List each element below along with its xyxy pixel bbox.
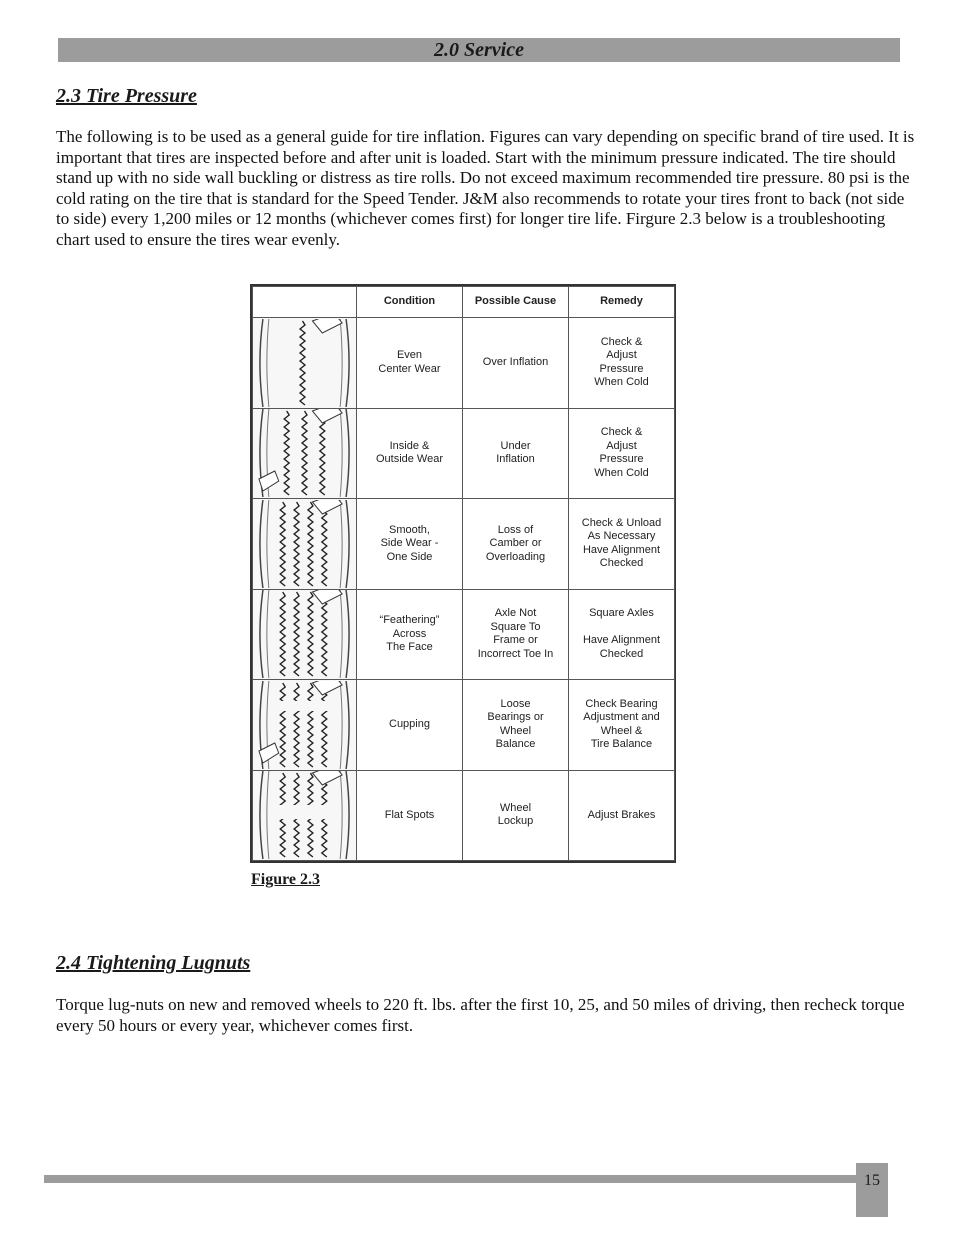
condition-cell: Cupping [357,680,463,771]
tire-illustration-cell [253,589,357,680]
figure-caption: Figure 2.3 [251,871,321,888]
possible-cause-cell: Loss of Camber or Overloading [463,499,569,590]
possible-cause-cell: Loose Bearings or Wheel Balance [463,680,569,771]
condition-cell: Flat Spots [357,770,463,861]
tire-wear-troubleshooting-chart [250,284,676,863]
section-header-bar [58,38,900,62]
tire-feathering-illustration [253,590,356,678]
table-row [253,408,675,499]
table-row [253,680,675,771]
remedy-cell: Adjust Brakes [569,770,675,861]
table-row [253,499,675,590]
tire-illustration-cell [253,770,357,861]
possible-cause-cell: Over Inflation [463,318,569,409]
tire-illustration-cell [253,408,357,499]
footer-bar [44,1175,856,1183]
tire-pressure-paragraph: The following is to be used as a general guide for tire inflation. Figures can vary depending on specific brand of tire used. It is important that tires are inspected before and after unit is loaded. Start with the minimum pressure indicated. The tire should stand up with no side wall buckling or distress as tire rolls. Do not exceed maximum recommended tire pressure. 80 psi is the cold rating on the tire that is standard for the Speed Tender. J&M also recommends to rotate your tires front to back (not side to side) every 1,200 miles or 12 months (whichever comes first) for longer tire life. Firgure 2.3 below is a troubleshooting chart used to ensure the tires wear evenly. [56,127,915,249]
tightening-lugnuts-paragraph: Torque lug-nuts on new and removed wheels to 220 ft. lbs. after the first 10, 25, and 50 miles of driving, then recheck torque every 50 hours or every year, whichever comes first. [56,995,905,1035]
page-number: 15 [864,1172,880,1189]
tire-even-center-wear-illustration [253,319,356,407]
tire-illustration-cell [253,499,357,590]
possible-cause-cell: Under Inflation [463,408,569,499]
remedy-cell: Check & Adjust Pressure When Cold [569,408,675,499]
tire-wear-table [252,286,675,861]
condition-cell: Even Center Wear [357,318,463,409]
tire-flat-spots-illustration [253,771,356,859]
remedy-cell: Check & Unload As Necessary Have Alignment Checked [569,499,675,590]
possible-cause-cell: Axle Not Square To Frame or Incorrect Toe In [463,589,569,680]
condition-cell: Inside & Outside Wear [357,408,463,499]
page-number-box [856,1163,888,1217]
table-row [253,318,675,409]
header-remedy: Remedy [569,287,675,318]
remedy-cell: Check Bearing Adjustment and Wheel & Tire Balance [569,680,675,771]
tire-cupping-illustration [253,681,356,769]
tire-inside-outside-wear-illustration [253,409,356,497]
remedy-cell: Check & Adjust Pressure When Cold [569,318,675,409]
tire-pressure-heading: 2.3 Tire Pressure [56,85,197,107]
table-row [253,770,675,861]
remedy-cell: Square Axles Have Alignment Checked [569,589,675,680]
tire-illustration-cell [253,680,357,771]
tightening-lugnuts-heading: 2.4 Tightening Lugnuts [56,952,251,974]
header-condition: Condition [357,287,463,318]
table-header-row [253,287,675,318]
header-image-cell [253,287,357,318]
condition-cell: Smooth, Side Wear - One Side [357,499,463,590]
header-possible-cause: Possible Cause [463,287,569,318]
condition-cell: “Feathering” Across The Face [357,589,463,680]
tire-illustration-cell [253,318,357,409]
table-row [253,589,675,680]
tire-side-wear-illustration [253,500,356,588]
section-header-title: 2.0 Service [434,39,524,61]
possible-cause-cell: Wheel Lockup [463,770,569,861]
